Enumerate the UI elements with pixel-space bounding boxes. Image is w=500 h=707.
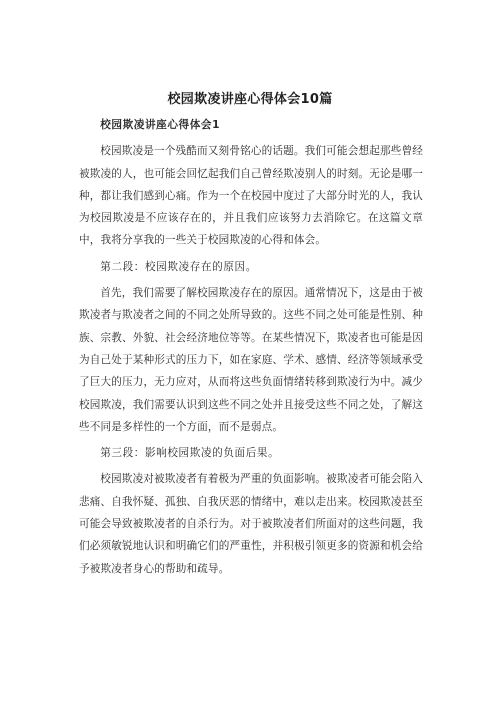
section-subheading: 校园欺凌讲座心得体会1: [100, 119, 221, 131]
document-title: 校园欺凌讲座心得体会10篇: [167, 92, 333, 107]
document-body: [79, 114, 423, 584]
section-title-2: 第二段：校园欺凌存在的原因。: [100, 260, 257, 273]
section-title-3: 第三段：影响校园欺凌的负面后果。: [100, 447, 280, 460]
paragraph-intro: 校园欺凌是一个残酷而又刻骨铭心的话题。我们可能会想起那些曾经被欺凌的人，也可能会回忆起我们自己曾经欺凌别人的时刻。无论是哪一种，都让我们感到心痛。作为一个在校园中度过了大部分时光的人，我认为校园欺凌是不应该存在的，并且我们应该努力去消除它。在这篇文章中，我将分享我的一些关于校园欺凌的心得和体会。: [79, 145, 423, 247]
paragraph-causes: 首先，我们需要了解校园欺凌存在的原因。通常情况下，这是由于被欺凌者与欺凌者之间的不同之处所导致的。这些不同之处可能是性别、种族、宗教、外貌、社会经济地位等等。在某些情况下，欺凌者也可能是因为自己处于某种形式的压力下，如在家庭、学术、感情、经济等领域承受了巨大的压力，无力应对，从而将这些负面情绪转移到欺凌行为中。减少校园欺凌，我们需要认识到这些不同之处并且接受这些不同之处，了解这些不同是多样性的一个方面，而不是弱点。: [79, 287, 423, 433]
paragraph-consequences: 校园欺凌对被欺凌者有着极为严重的负面影响。被欺凌者可能会陷入悲痛、自我怀疑、孤独、自我厌恶的情绪中，难以走出来。校园欺凌甚至可能会导致被欺凌者的自杀行为。对于被欺凌者们所面对的这些问题，我们必须敏锐地认识和明确它们的严重性，并积极引领更多的资源和机会给予被欺凌者身心的帮助和疏导。: [79, 473, 423, 575]
